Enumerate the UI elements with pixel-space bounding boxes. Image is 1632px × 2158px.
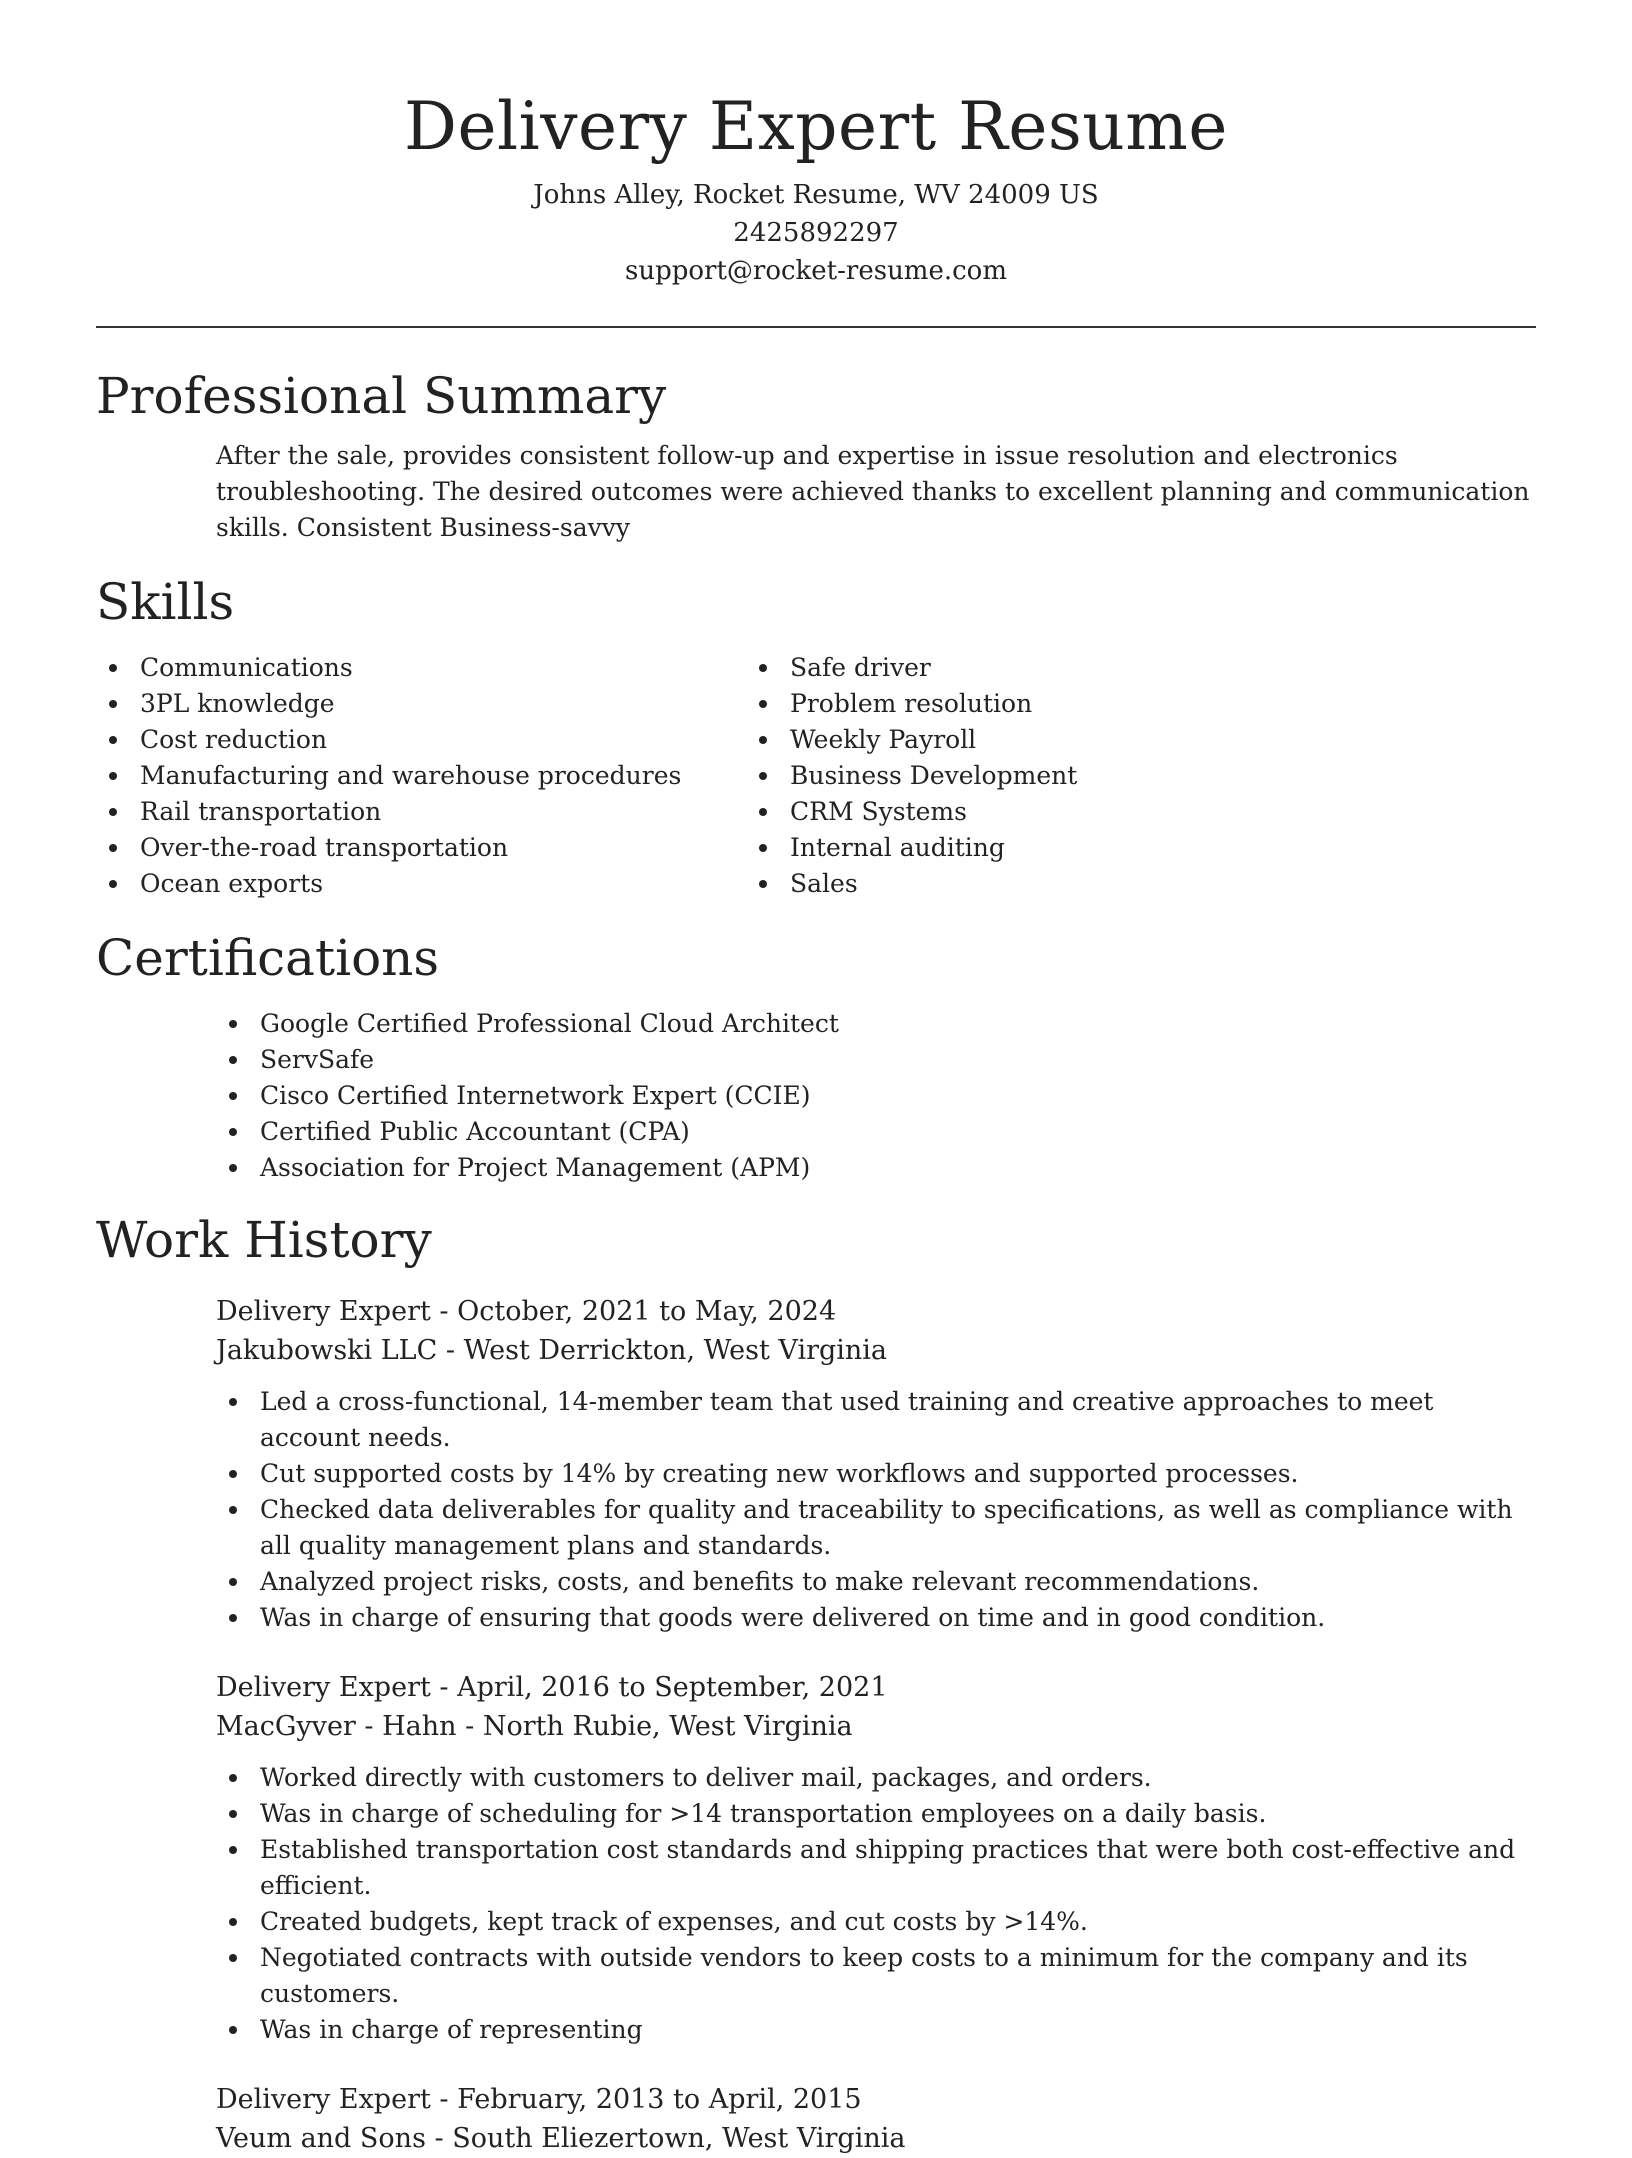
job-company-line [216, 1331, 1536, 1370]
job-bullet: Was in charge of scheduling for >14 transportation employees on a daily basis. [216, 1796, 1536, 1832]
skill-item: Problem resolution [746, 686, 1366, 722]
certification-item: ServSafe [216, 1042, 1536, 1078]
skills-list-right [746, 650, 1366, 902]
job-bullets [216, 1760, 1536, 2048]
skill-item: Business Development [746, 758, 1366, 794]
job-bullet: Negotiated contracts with outside vendors to keep costs to a minimum for the company and its customers. [216, 1940, 1536, 2012]
skill-item: Sales [746, 866, 1366, 902]
certification-item: Cisco Certified Internetwork Expert (CCIE) [216, 1078, 1536, 1114]
certifications-heading: Certifications [96, 929, 440, 987]
job-company-line [216, 2119, 1536, 2158]
skills-list-left [96, 650, 746, 902]
job-bullet: Analyzed project risks, costs, and benefits to make relevant recommendations. [216, 1564, 1536, 1600]
skill-item: Ocean exports [96, 866, 746, 902]
job-company: Veum and Sons [216, 2123, 426, 2154]
job-dates: - February, 2013 to April, 2015 [430, 2084, 862, 2115]
contact-email: support@rocket-resume.com [624, 256, 1007, 286]
resume-page [96, 0, 1536, 2158]
skill-item: Internal auditing [746, 830, 1366, 866]
summary-heading: Professional Summary [96, 367, 667, 425]
job-title: Delivery Expert [216, 1296, 431, 1327]
skill-item: CRM Systems [746, 794, 1366, 830]
job-title-line [216, 2080, 1536, 2119]
skill-item: Manufacturing and warehouse procedures [96, 758, 746, 794]
job-location: - West Derrickton, West Virginia [437, 1335, 888, 1366]
job-dates: - April, 2016 to September, 2021 [430, 1672, 888, 1703]
job-entry [216, 1668, 1536, 2048]
job-bullet: Established transportation cost standards and shipping practices that were both cost-effective and efficient. [216, 1832, 1536, 1904]
job-title: Delivery Expert [216, 2084, 431, 2115]
job-entry [216, 1292, 1536, 1636]
job-title-line [216, 1292, 1536, 1331]
job-location: - North Rubie, West Virginia [456, 1711, 853, 1742]
skills-heading: Skills [96, 573, 235, 631]
job-bullet: Created budgets, kept track of expenses, and cut costs by >14%. [216, 1904, 1536, 1940]
skill-item: Communications [96, 650, 746, 686]
skill-item: Safe driver [746, 650, 1366, 686]
certifications-list [216, 1006, 1536, 1186]
job-bullets [216, 1384, 1536, 1636]
skill-item: Cost reduction [96, 722, 746, 758]
job-bullet: Cut supported costs by 14% by creating new workflows and supported processes. [216, 1456, 1536, 1492]
job-dates: - October, 2021 to May, 2024 [430, 1296, 837, 1327]
skill-item: Rail transportation [96, 794, 746, 830]
certification-item: Certified Public Accountant (CPA) [216, 1114, 1536, 1150]
contact-phone: 2425892297 [733, 218, 899, 248]
job-bullet: Was in charge of ensuring that goods were delivered on time and in good condition. [216, 1600, 1536, 1636]
work-history-heading: Work History [96, 1211, 432, 1269]
resume-header [96, 0, 1536, 290]
job-bullet: Led a cross-functional, 14-member team that used training and creative approaches to meet account needs. [216, 1384, 1536, 1456]
job-company: MacGyver - Hahn [216, 1711, 457, 1742]
certification-item: Association for Project Management (APM) [216, 1150, 1536, 1186]
job-bullet: Worked directly with customers to deliver mail, packages, and orders. [216, 1760, 1536, 1796]
job-company-line [216, 1707, 1536, 1746]
job-location: - South Eliezertown, West Virginia [425, 2123, 906, 2154]
contact-address: Johns Alley, Rocket Resume, WV 24009 US [533, 180, 1099, 210]
certification-item: Google Certified Professional Cloud Architect [216, 1006, 1536, 1042]
job-entry [216, 2080, 1536, 2158]
header-divider [96, 326, 1536, 328]
skill-item: Over-the-road transportation [96, 830, 746, 866]
job-title: Delivery Expert [216, 1672, 431, 1703]
skills-columns [96, 650, 1536, 902]
resume-title: Delivery Expert Resume [404, 88, 1228, 165]
skill-item: 3PL knowledge [96, 686, 746, 722]
job-company: Jakubowski LLC [216, 1335, 438, 1366]
job-bullet: Was in charge of representing [216, 2012, 1536, 2048]
summary-text: After the sale, provides consistent follow-up and expertise in issue resolution and electronics troubleshooting. The desired outcomes were achieved thanks to excellent planning and communication skills. Consistent Business-savvy [216, 441, 1530, 542]
job-bullet: Checked data deliverables for quality and traceability to specifications, as well as compliance with all quality management plans and standards. [216, 1492, 1536, 1564]
skill-item: Weekly Payroll [746, 722, 1366, 758]
job-title-line [216, 1668, 1536, 1707]
